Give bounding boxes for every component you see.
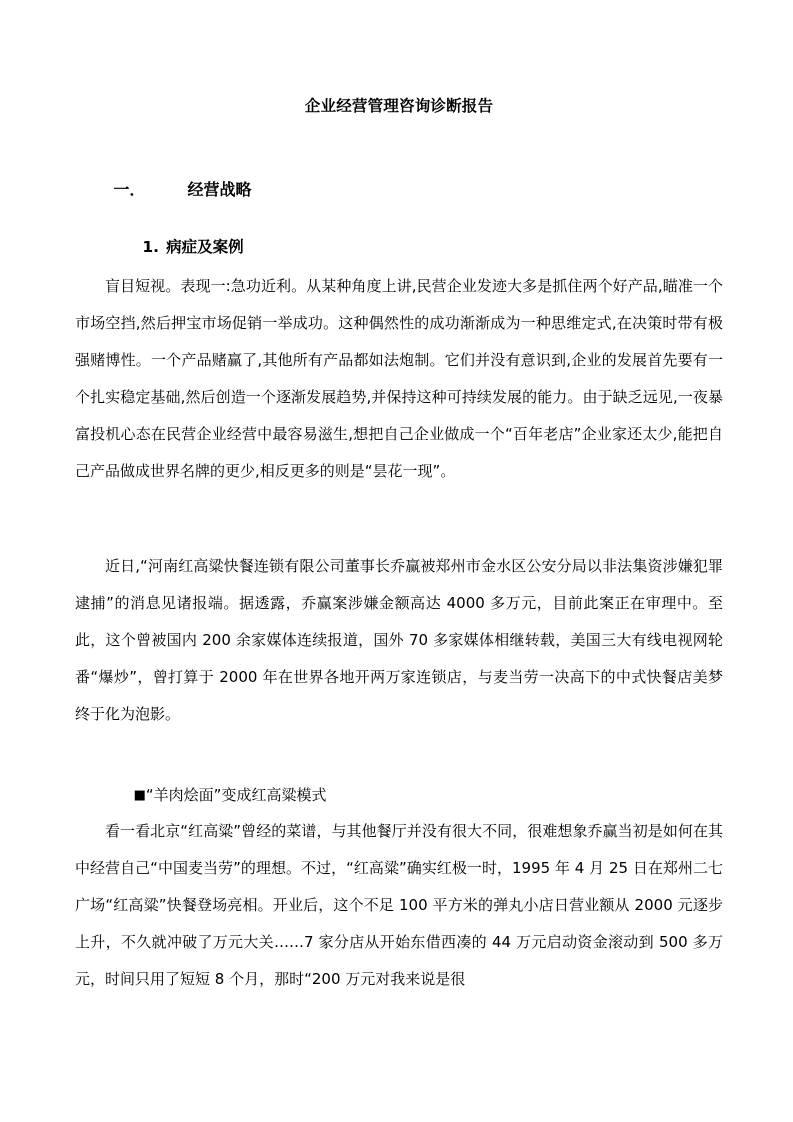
section-heading-number: 一． bbox=[113, 180, 146, 200]
subsection-heading-number: 1. bbox=[142, 237, 160, 256]
body-paragraph-1: 盲目短视。表现一:急功近利。从某种角度上讲,民营企业发迹大多是抓住两个好产品,瞄准一个市场空挡,然后押宝市场促销一举成功。这种偶然性的成功渐渐成为一种思维定式,在决策时带有极强赌博性。一个产品赌赢了,其他所有产品都如法炮制。它们并没有意识到,企业的发展首先要有一个扎实稳定基础,然后创造一个逐渐发展趋势,并保持这种可持续发展的能力。由于缺乏远见,一夜暴富投机心态在民营企业经营中最容易滋生,想把自己企业做成一个“百年老店”企业家还太少,能把自己产品做成世界名牌的更少,相反更多的则是“昙花一现”。 bbox=[75, 277, 723, 480]
subsection-heading bbox=[110, 219, 244, 275]
filled-square-bullet-icon: ■ bbox=[133, 788, 146, 803]
bullet-subheading-title: “羊肉烩面”变成红高粱模式 bbox=[145, 786, 327, 804]
page-title: 企业经营管理咨询诊断报告 bbox=[304, 97, 494, 115]
section-heading-title: 经营战略 bbox=[187, 180, 252, 200]
section-heading bbox=[80, 161, 251, 219]
body-paragraph-3: 看一看北京“红高粱”曾经的菜谱，与其他餐厅并没有很大不同，很难想象乔赢当初是如何在其中经营自己“中国麦当劳”的理想。不过，“红高粱”确实红极一时，1995 年 4 月 25 日在郑州二七广场“红高粱”快餐登场亮相。开业后，这个不足 100 平方米的弹丸小店日营业额从 2000 元逐步上升，不久就冲破了万元大关……7 家分店从开始东借西凑的 44 万元启动资金滚动到 500 多万元，时间只用了短短 8 个月，那时“200 万元对我来说是很 bbox=[75, 822, 723, 988]
subsection-heading-title: 病症及案例 bbox=[166, 237, 244, 256]
body-paragraph-2: 近日,“河南红高粱快餐连锁有限公司董事长乔赢被郑州市金水区公安分局以非法集资涉嫌犯罪逮捕”的消息见诸报端。据透露，乔赢案涉嫌金额高达 4000 多万元，目前此案正在审理中。至此，这个曾被国内 200 余家媒体连续报道，国外 70 多家媒体相继转载，美国三大有线电视网轮番“爆炒”，曾打算于 2000 年在世界各地开两万家连锁店，与麦当劳一决高下的中式快餐店美梦终于化为泡影。 bbox=[75, 557, 723, 723]
